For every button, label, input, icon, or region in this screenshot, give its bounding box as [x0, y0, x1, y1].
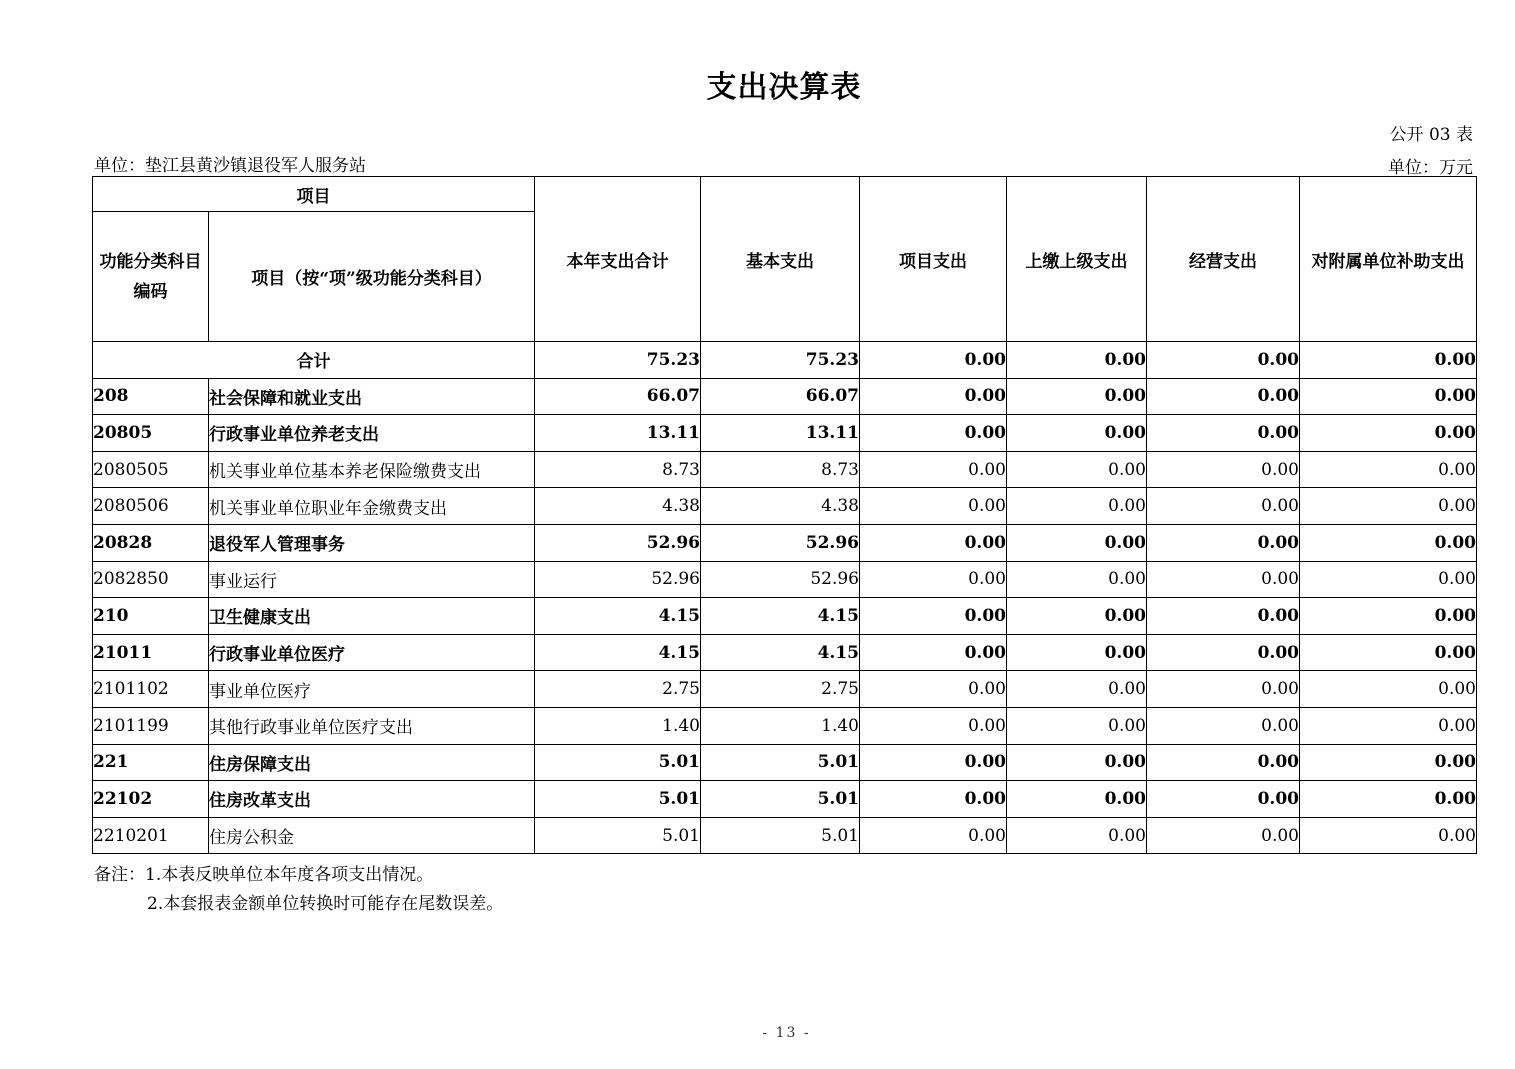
cell-total: 52.96 [535, 561, 701, 598]
table-row [93, 634, 1477, 671]
note-1: 备注：1.本表反映单位本年度各项支出情况。 [94, 865, 434, 885]
cell-code: 2101102 [93, 671, 209, 708]
cell-code: 2080505 [93, 451, 209, 488]
cell-project: 0.00 [860, 378, 1007, 415]
cell-upper: 0.00 [1007, 451, 1147, 488]
cell-subsidy: 0.00 [1300, 451, 1477, 488]
cell-basic: 8.73 [701, 451, 860, 488]
header-name: 项目（按“项”级功能分类科目） [209, 212, 535, 342]
table-row [93, 488, 1477, 525]
cell-name: 卫生健康支出 [209, 598, 535, 635]
header-subsidy: 对附属单位补助支出 [1300, 177, 1477, 342]
cell-project: 0.00 [860, 415, 1007, 452]
cell-project: 0.00 [860, 744, 1007, 781]
cell-name: 行政事业单位养老支出 [209, 415, 535, 452]
cell-business: 0.00 [1147, 781, 1300, 818]
table-row [93, 781, 1477, 818]
page-title: 支出决算表 [706, 70, 862, 105]
cell-name: 机关事业单位职业年金缴费支出 [209, 488, 535, 525]
cell-project: 0.00 [860, 524, 1007, 561]
cell-upper: 0.00 [1007, 598, 1147, 635]
cell-basic: 52.96 [701, 524, 860, 561]
cell-basic: 2.75 [701, 671, 860, 708]
cell-code: 2082850 [93, 561, 209, 598]
cell-subsidy: 0.00 [1300, 488, 1477, 525]
cell-basic: 4.38 [701, 488, 860, 525]
cell-upper: 0.00 [1007, 817, 1147, 854]
cell-business: 0.00 [1147, 415, 1300, 452]
cell-subsidy: 0.00 [1300, 561, 1477, 598]
cell-business: 0.00 [1147, 524, 1300, 561]
header-basic: 基本支出 [701, 177, 860, 342]
cell-code: 21011 [93, 634, 209, 671]
unit-organization: 单位：垫江县黄沙镇退役军人服务站 [94, 156, 366, 176]
header-business: 经营支出 [1147, 177, 1300, 342]
cell-subsidy: 0.00 [1300, 342, 1477, 379]
cell-basic: 66.07 [701, 378, 860, 415]
cell-upper: 0.00 [1007, 671, 1147, 708]
table-row [93, 378, 1477, 415]
cell-project: 0.00 [860, 671, 1007, 708]
header-code: 功能分类科目 编码 [93, 212, 209, 342]
cell-total: 5.01 [535, 781, 701, 818]
cell-upper: 0.00 [1007, 342, 1147, 379]
cell-total: 8.73 [535, 451, 701, 488]
cell-code: 2080506 [93, 488, 209, 525]
table-row [93, 561, 1477, 598]
cell-subsidy: 0.00 [1300, 634, 1477, 671]
cell-subsidy: 0.00 [1300, 817, 1477, 854]
cell-basic: 5.01 [701, 744, 860, 781]
table-row [93, 524, 1477, 561]
header-upper-level: 上缴上级支出 [1007, 177, 1147, 342]
form-number: 公开 03 表 [1389, 125, 1473, 145]
cell-total: 75.23 [535, 342, 701, 379]
cell-name: 事业运行 [209, 561, 535, 598]
cell-business: 0.00 [1147, 634, 1300, 671]
cell-basic: 5.01 [701, 817, 860, 854]
cell-code: 2210201 [93, 817, 209, 854]
cell-business: 0.00 [1147, 707, 1300, 744]
cell-name: 事业单位医疗 [209, 671, 535, 708]
cell-name: 住房公积金 [209, 817, 535, 854]
cell-code: 208 [93, 378, 209, 415]
cell-upper: 0.00 [1007, 415, 1147, 452]
cell-project: 0.00 [860, 561, 1007, 598]
cell-project: 0.00 [860, 634, 1007, 671]
cell-project: 0.00 [860, 451, 1007, 488]
cell-upper: 0.00 [1007, 561, 1147, 598]
cell-business: 0.00 [1147, 342, 1300, 379]
cell-basic: 13.11 [701, 415, 860, 452]
header-project-expenditure: 项目支出 [860, 177, 1007, 342]
cell-name: 住房保障支出 [209, 744, 535, 781]
table-row [93, 598, 1477, 635]
cell-project: 0.00 [860, 781, 1007, 818]
cell-subsidy: 0.00 [1300, 707, 1477, 744]
cell-code: 20805 [93, 415, 209, 452]
cell-subsidy: 0.00 [1300, 524, 1477, 561]
table-row [93, 415, 1477, 452]
cell-name: 行政事业单位医疗 [209, 634, 535, 671]
cell-basic: 5.01 [701, 781, 860, 818]
cell-business: 0.00 [1147, 378, 1300, 415]
cell-name: 社会保障和就业支出 [209, 378, 535, 415]
table-row [93, 671, 1477, 708]
cell-project: 0.00 [860, 342, 1007, 379]
cell-name: 其他行政事业单位医疗支出 [209, 707, 535, 744]
cell-upper: 0.00 [1007, 781, 1147, 818]
cell-basic: 75.23 [701, 342, 860, 379]
header-total: 本年支出合计 [535, 177, 701, 342]
cell-total: 5.01 [535, 744, 701, 781]
cell-upper: 0.00 [1007, 378, 1147, 415]
cell-basic: 1.40 [701, 707, 860, 744]
cell-basic: 52.96 [701, 561, 860, 598]
cell-subsidy: 0.00 [1300, 671, 1477, 708]
cell-name: 住房改革支出 [209, 781, 535, 818]
cell-subsidy: 0.00 [1300, 781, 1477, 818]
cell-subsidy: 0.00 [1300, 415, 1477, 452]
cell-business: 0.00 [1147, 451, 1300, 488]
cell-upper: 0.00 [1007, 488, 1147, 525]
cell-total: 66.07 [535, 378, 701, 415]
cell-basic: 4.15 [701, 598, 860, 635]
cell-basic: 4.15 [701, 634, 860, 671]
cell-code: 22102 [93, 781, 209, 818]
cell-business: 0.00 [1147, 817, 1300, 854]
cell-subsidy: 0.00 [1300, 598, 1477, 635]
table-row [93, 817, 1477, 854]
table-row-total [93, 342, 1477, 379]
cell-name: 机关事业单位基本养老保险缴费支出 [209, 451, 535, 488]
cell-subsidy: 0.00 [1300, 744, 1477, 781]
cell-business: 0.00 [1147, 671, 1300, 708]
cell-business: 0.00 [1147, 744, 1300, 781]
table-row [93, 707, 1477, 744]
cell-code: 221 [93, 744, 209, 781]
cell-total: 5.01 [535, 817, 701, 854]
cell-project: 0.00 [860, 598, 1007, 635]
cell-business: 0.00 [1147, 598, 1300, 635]
table-row [93, 451, 1477, 488]
cell-upper: 0.00 [1007, 707, 1147, 744]
cell-upper: 0.00 [1007, 634, 1147, 671]
cell-total: 4.38 [535, 488, 701, 525]
cell-total: 4.15 [535, 634, 701, 671]
note-2: 2.本套报表金额单位转换时可能存在尾数误差。 [147, 894, 504, 914]
cell-total: 4.15 [535, 598, 701, 635]
cell-name: 退役军人管理事务 [209, 524, 535, 561]
cell-total: 2.75 [535, 671, 701, 708]
total-label: 合计 [93, 342, 535, 379]
expenditure-table [92, 176, 1477, 854]
cell-code: 2101199 [93, 707, 209, 744]
page-number: - 13 - [762, 1025, 811, 1041]
cell-code: 20828 [93, 524, 209, 561]
cell-project: 0.00 [860, 488, 1007, 525]
cell-total: 13.11 [535, 415, 701, 452]
cell-project: 0.00 [860, 817, 1007, 854]
unit-currency: 单位：万元 [1388, 158, 1473, 178]
cell-upper: 0.00 [1007, 524, 1147, 561]
cell-upper: 0.00 [1007, 744, 1147, 781]
table-row [93, 744, 1477, 781]
cell-total: 1.40 [535, 707, 701, 744]
cell-business: 0.00 [1147, 561, 1300, 598]
cell-business: 0.00 [1147, 488, 1300, 525]
header-project: 项目 [93, 177, 535, 212]
cell-code: 210 [93, 598, 209, 635]
cell-total: 52.96 [535, 524, 701, 561]
cell-subsidy: 0.00 [1300, 378, 1477, 415]
cell-project: 0.00 [860, 707, 1007, 744]
